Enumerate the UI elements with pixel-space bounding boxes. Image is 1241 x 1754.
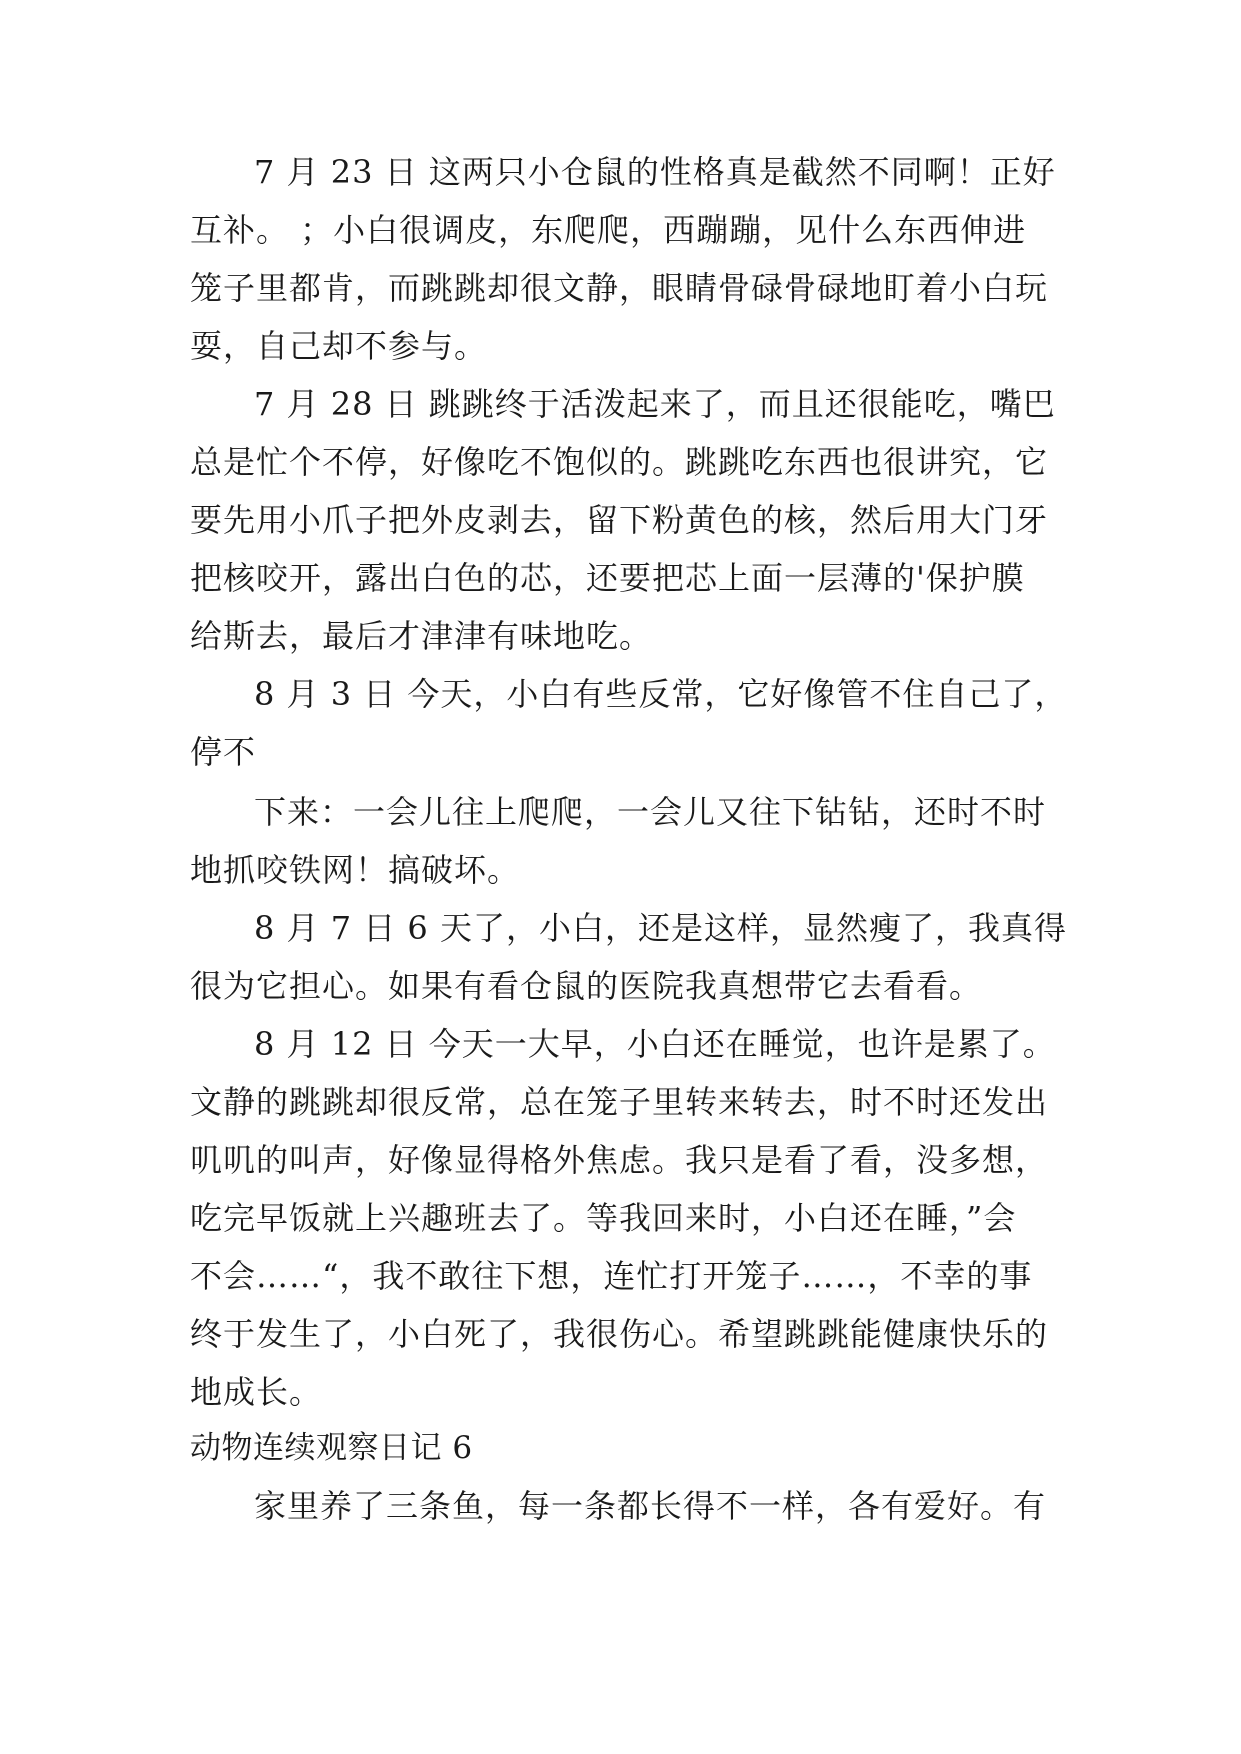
text-line: 总是忙个不停，好像吃不饱似的。跳跳吃东西也很讲究，它 <box>190 443 1049 481</box>
text-line: 地抓咬铁网！搞破坏。 <box>190 851 521 889</box>
text-line: 8 月 12 日 今天一大早，小白还在睡觉，也许是累了。 <box>254 1025 1056 1063</box>
text-line: 要先用小爪子把外皮剥去，留下粉黄色的核，然后用大门牙 <box>190 501 1049 539</box>
section-heading: 动物连续观察日记 6 <box>190 1430 473 1466</box>
text-line: 给斯去，最后才津津有味地吃。 <box>190 617 653 655</box>
text-line: 耍，自己却不参与。 <box>190 327 488 365</box>
text-line: 下来：一会儿往上爬爬，一会儿又往下钻钻，还时不时 <box>254 793 1047 831</box>
text-line: 把核咬开，露出白色的芯，还要把芯上面一层薄的'保护膜 <box>190 559 1025 597</box>
text-line: 7 月 28 日 跳跳终于活泼起来了，而且还很能吃，嘴巴 <box>254 385 1056 423</box>
text-line: 7 月 23 日 这两只小仓鼠的性格真是截然不同啊！正好 <box>254 153 1056 191</box>
text-line: 叽叽的叫声，好像显得格外焦虑。我只是看了看，没多想， <box>190 1141 1049 1179</box>
text-line: 文静的跳跳却很反常，总在笼子里转来转去，时不时还发出 <box>190 1083 1049 1121</box>
text-line: 地成长。 <box>190 1373 323 1411</box>
text-line: 停不 <box>190 733 257 771</box>
text-line: 吃完早饭就上兴趣班去了。等我回来时，小白还在睡，”会 <box>190 1199 1017 1237</box>
text-line: 很为它担心。如果有看仓鼠的医院我真想带它去看看。 <box>190 967 983 1005</box>
text-line: 互补。 ；小白很调皮，东爬爬，西蹦蹦，见什么东西伸进 <box>190 211 1027 249</box>
text-line: 不会……“，我不敢往下想，连忙打开笼子……，不幸的事 <box>190 1257 1033 1295</box>
text-line: 笼子里都肯，而跳跳却很文静，眼睛骨碌骨碌地盯着小白玩 <box>190 269 1049 307</box>
text-line: 家里养了三条鱼，每一条都长得不一样，各有爱好。有 <box>254 1487 1047 1525</box>
text-line: 终于发生了，小白死了，我很伤心。希望跳跳能健康快乐的 <box>190 1315 1049 1353</box>
text-line: 8 月 3 日 今天，小白有些反常，它好像管不住自己了， <box>254 675 1068 713</box>
text-line: 8 月 7 日 6 天了，小白，还是这样，显然瘦了，我真得 <box>254 909 1067 947</box>
